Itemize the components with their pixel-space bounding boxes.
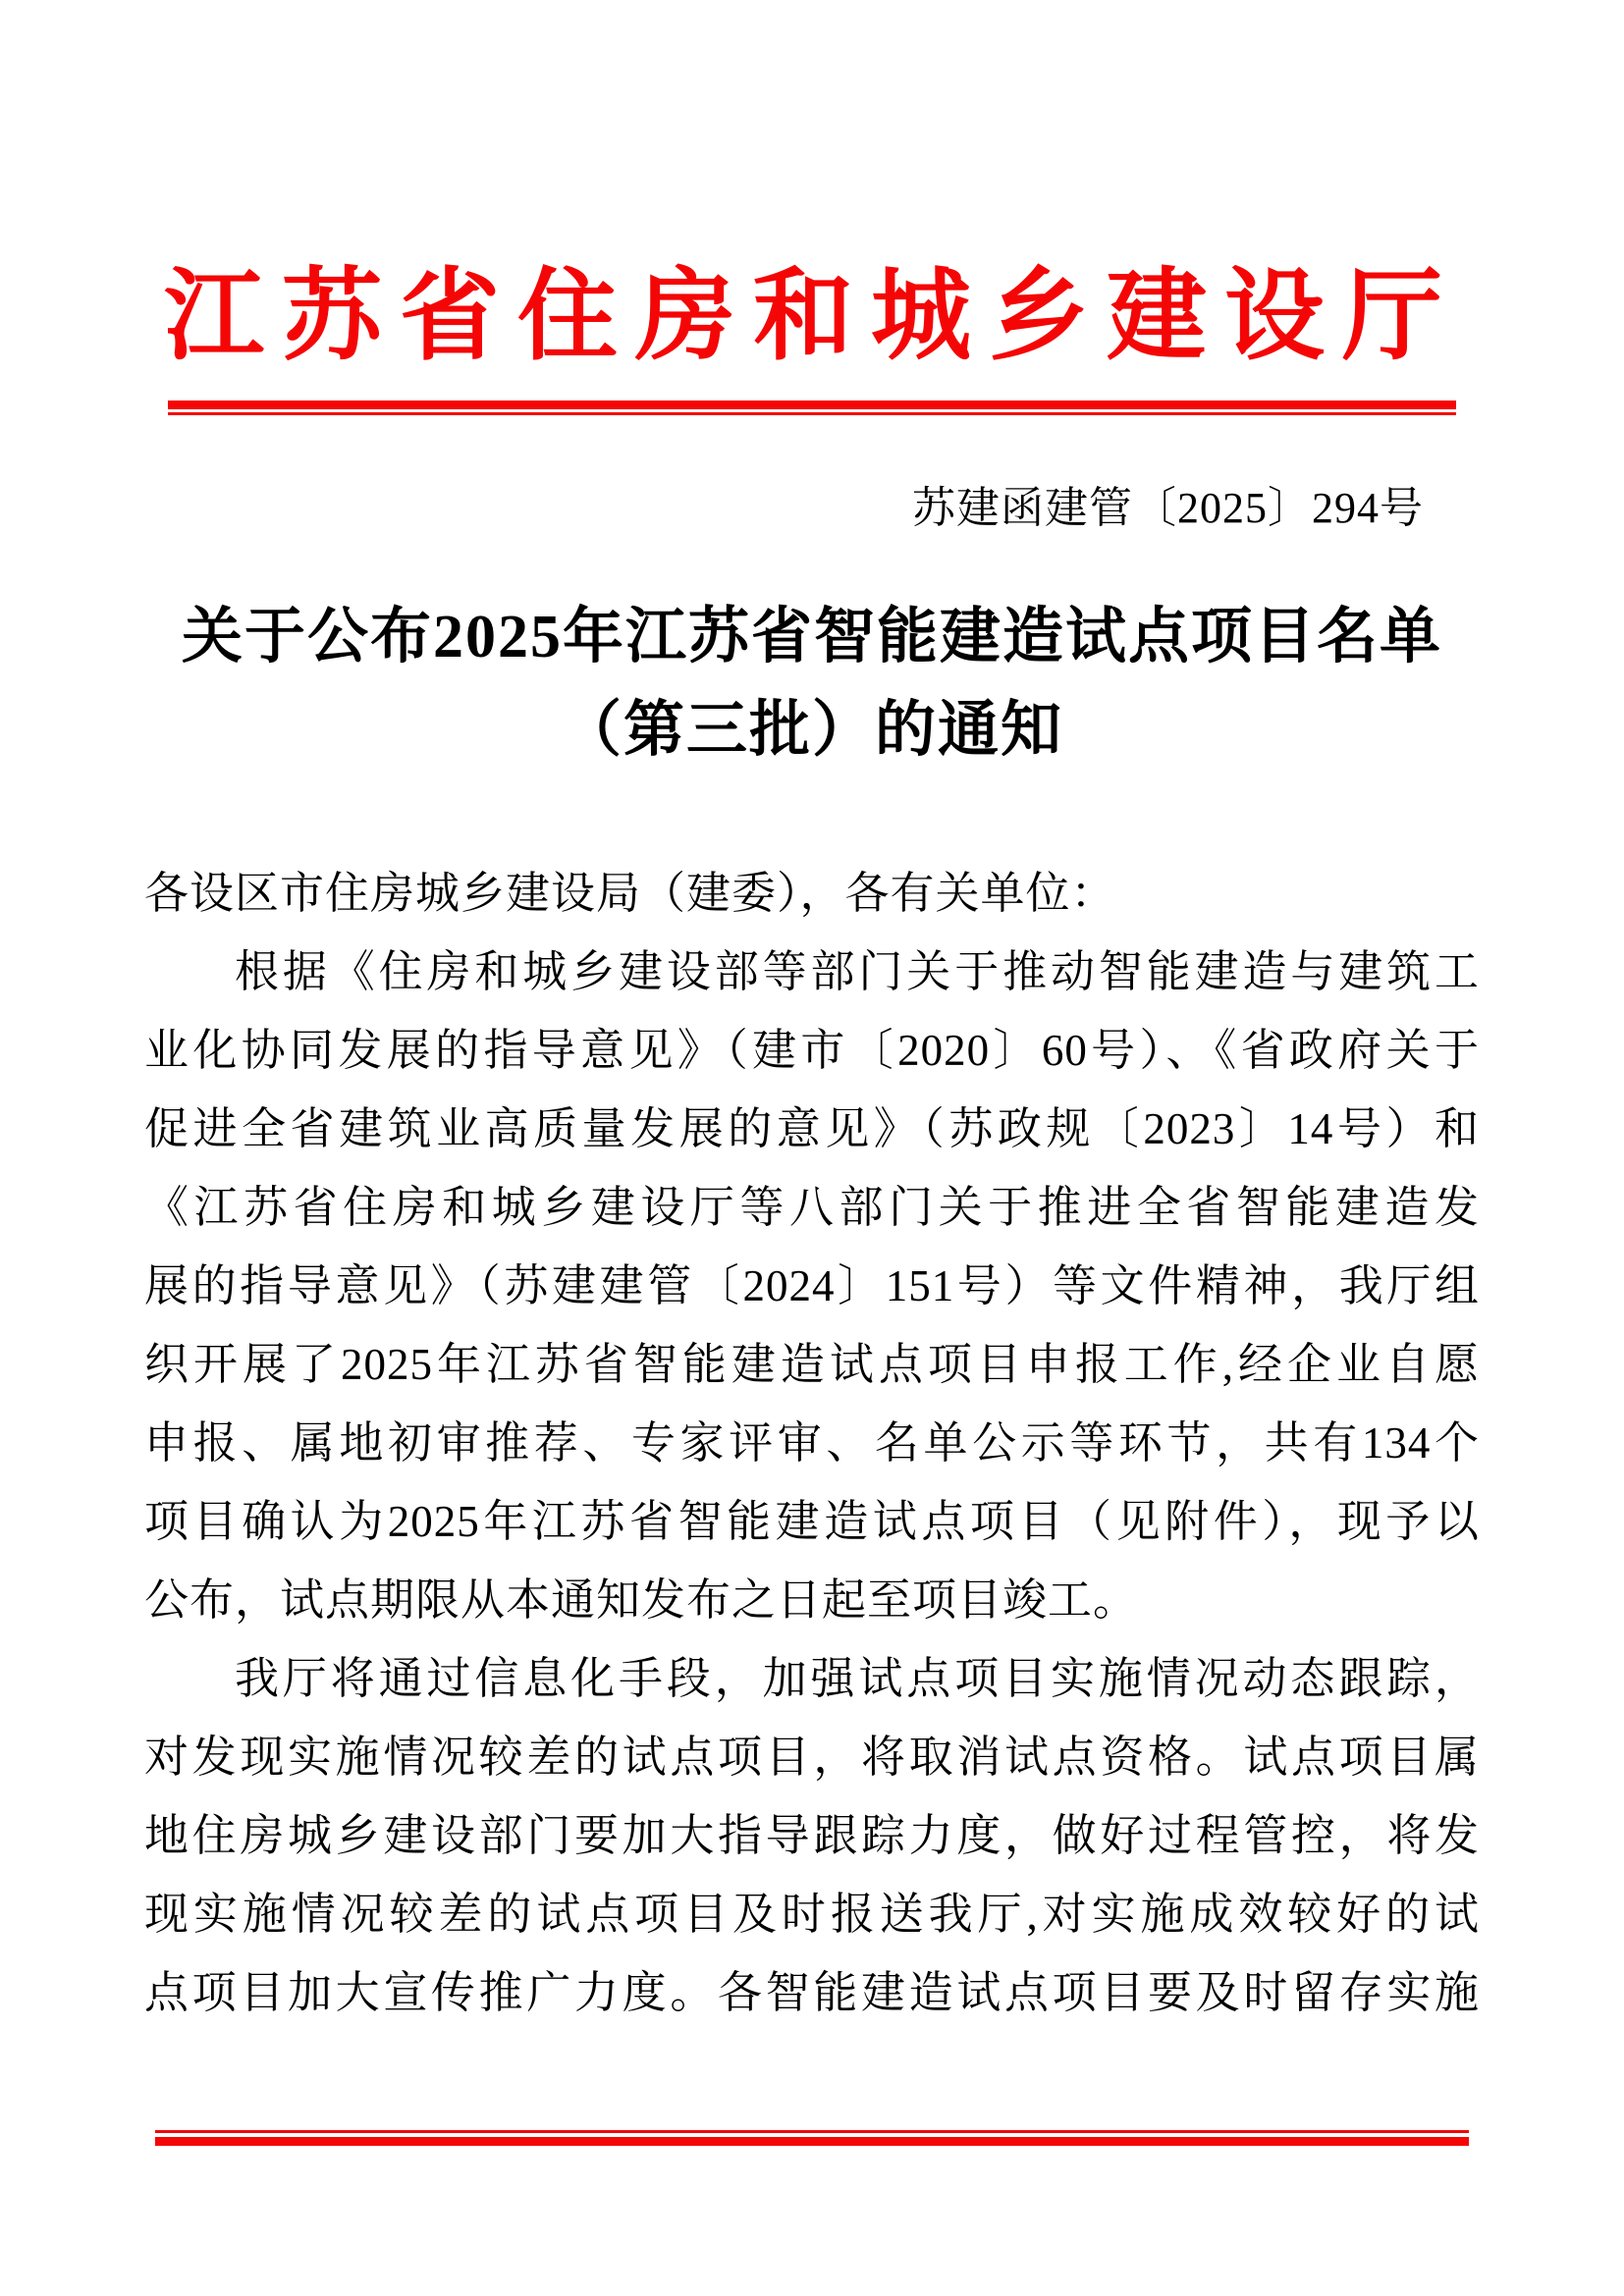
doc-number: 苏建函建管〔2025〕294号	[912, 484, 1424, 532]
body-text	[144, 854, 1480, 2032]
body-line: 公布，试点期限从本通知发布之日起至项目竣工。	[144, 1575, 1139, 1625]
body-line: 业化协同发展的指导意见》（建市〔2020〕60号）、《省政府关于	[144, 1026, 1480, 1075]
rule-thick-bar	[168, 400, 1456, 409]
body-line: 地住房城乡建设部门要加大指导跟踪力度，做好过程管控，将发	[144, 1811, 1480, 1860]
body-line: 现实施情况较差的试点项目及时报送我厅,对实施成效较好的试	[144, 1890, 1480, 1939]
rule-thin-line	[168, 412, 1456, 415]
body-line: 申报、属地初审推荐、专家评审、名单公示等环节，共有134个	[144, 1418, 1480, 1468]
doc-title-line-2: （第三批）的通知	[560, 697, 1063, 764]
body-line: 我厅将通过信息化手段，加强试点项目实施情况动态跟踪，	[235, 1654, 1480, 1703]
footer-double-rule-bottom	[155, 2130, 1469, 2146]
body-line: 《江苏省住房和城乡建设厅等八部门关于推进全省智能建造发	[144, 1183, 1480, 1232]
body-line: 织开展了2025年江苏省智能建造试点项目申报工作,经企业自愿	[144, 1340, 1480, 1389]
body-line: 根据《住房和城乡建设部等部门关于推动智能建造与建筑工	[235, 947, 1480, 996]
doc-number-row	[144, 480, 1480, 536]
body-line: 对发现实施情况较差的试点项目，将取消试点资格。试点项目属	[144, 1733, 1480, 1782]
body-line: 点项目加大宣传推广力度。各智能建造试点项目要及时留存实施	[144, 1968, 1480, 2017]
letterhead-double-rule-top	[168, 400, 1456, 415]
doc-title	[0, 591, 1624, 777]
body-line: 展的指导意见》（苏建建管〔2024〕151号）等文件精神，我厅组	[144, 1261, 1480, 1310]
salutation-line: 各设区市住房城乡建设局（建委），各有关单位：	[144, 869, 1116, 918]
rule-thick-bar	[155, 2137, 1469, 2146]
body-line: 促进全省建筑业高质量发展的意见》（苏政规〔2023〕14号）和	[144, 1104, 1480, 1153]
agency-letterhead: 江苏省住房和城乡建设厅	[164, 262, 1460, 373]
doc-title-line-1: 关于公布2025年江苏省智能建造试点项目名单	[181, 604, 1442, 670]
rule-thin-line	[155, 2130, 1469, 2133]
body-line: 项目确认为2025年江苏省智能建造试点项目（见附件），现予以	[144, 1497, 1480, 1546]
